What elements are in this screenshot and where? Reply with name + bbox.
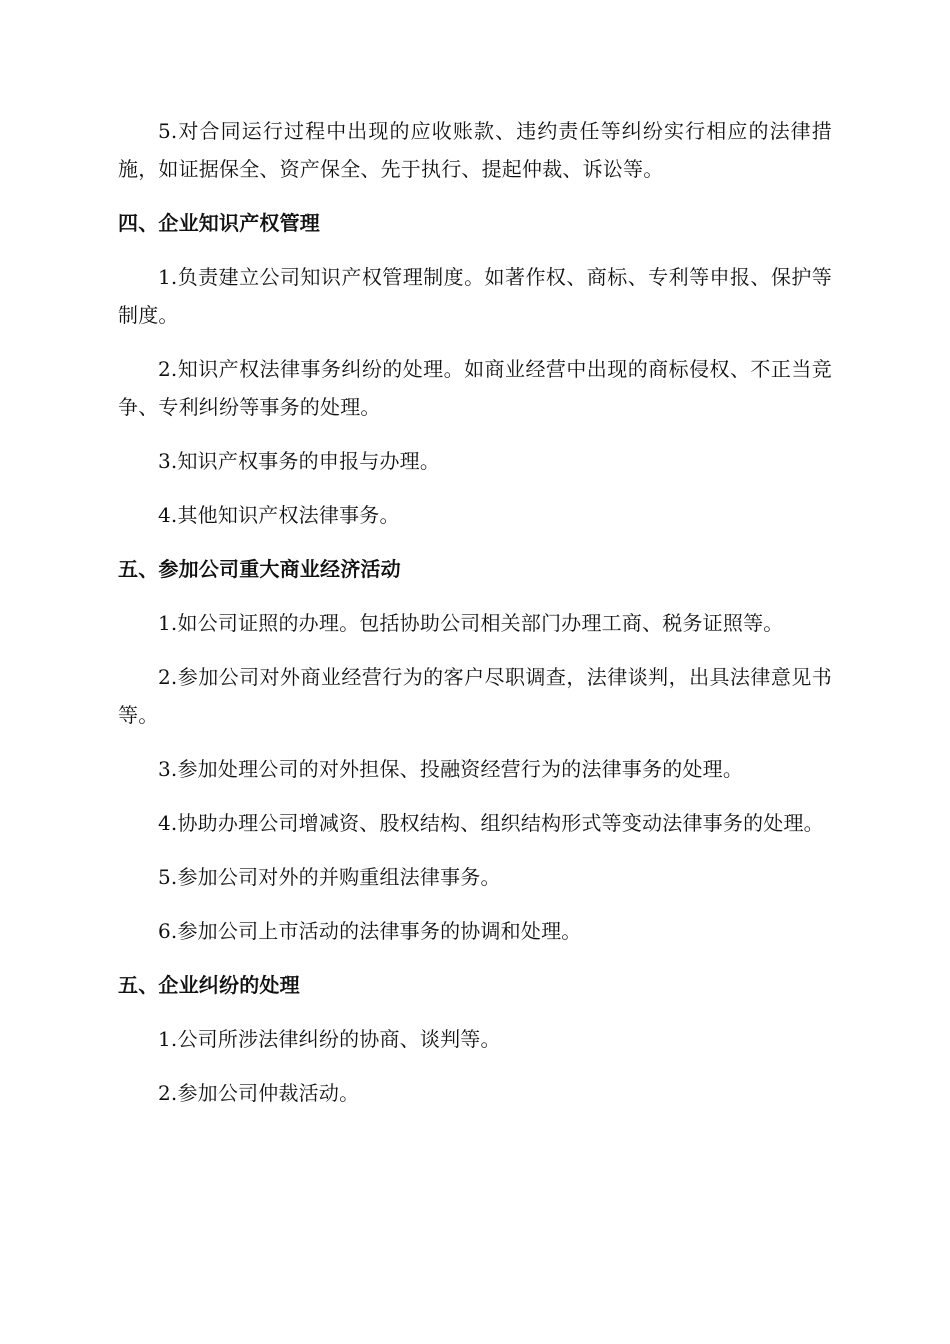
spacer: [118, 1058, 832, 1074]
spacer: [118, 734, 832, 750]
paragraph-business-1: 1.如公司证照的办理。包括协助公司相关部门办理工商、税务证照等。: [158, 611, 784, 635]
spacer: [118, 950, 832, 966]
section-heading-business-activities: 五、参加公司重大商业经济活动: [118, 557, 401, 581]
paragraph-dispute-2: 2.参加公司仲裁活动。: [158, 1081, 360, 1105]
spacer: [118, 1004, 832, 1020]
paragraph-business-4: 4.协助办理公司增减资、股权结构、组织结构形式等变动法律事务的处理。: [158, 811, 824, 835]
paragraph-business-6: 6.参加公司上市活动的法律事务的协调和处理。: [158, 919, 582, 943]
spacer: [118, 188, 832, 204]
spacer: [118, 788, 832, 804]
paragraph-contract-measures: 5.对合同运行过程中出现的应收账款、违约责任等纠纷实行相应的法律措施，如证据保全、资产保全、先于执行、提起仲裁、诉讼等。: [118, 119, 832, 181]
paragraph-ip-3: 3.知识产权事务的申报与办理。: [158, 449, 441, 473]
paragraph-business-3: 3.参加处理公司的对外担保、投融资经营行为的法律事务的处理。: [158, 757, 744, 781]
paragraph-ip-4: 4.其他知识产权法律事务。: [158, 503, 400, 527]
spacer: [118, 426, 832, 442]
spacer: [118, 242, 832, 258]
section-heading-ip-management: 四、企业知识产权管理: [118, 211, 320, 235]
paragraph-ip-1: 1.负责建立公司知识产权管理制度。如著作权、商标、专利等申报、保护等制度。: [118, 265, 832, 327]
paragraph-dispute-1: 1.公司所涉法律纠纷的协商、谈判等。: [158, 1027, 501, 1051]
spacer: [118, 642, 832, 658]
spacer: [118, 588, 832, 604]
spacer: [118, 334, 832, 350]
spacer: [118, 534, 832, 550]
paragraph-ip-2: 2.知识产权法律事务纠纷的处理。如商业经营中出现的商标侵权、不正当竞争、专利纠纷等事务的处理。: [118, 357, 832, 419]
paragraph-business-5: 5.参加公司对外的并购重组法律事务。: [158, 865, 501, 889]
paragraph-business-2: 2.参加公司对外商业经营行为的客户尽职调查，法律谈判，出具法律意见书等。: [118, 665, 832, 727]
spacer: [118, 896, 832, 912]
spacer: [118, 480, 832, 496]
spacer: [118, 842, 832, 858]
section-heading-dispute-handling: 五、企业纠纷的处理: [118, 973, 300, 997]
